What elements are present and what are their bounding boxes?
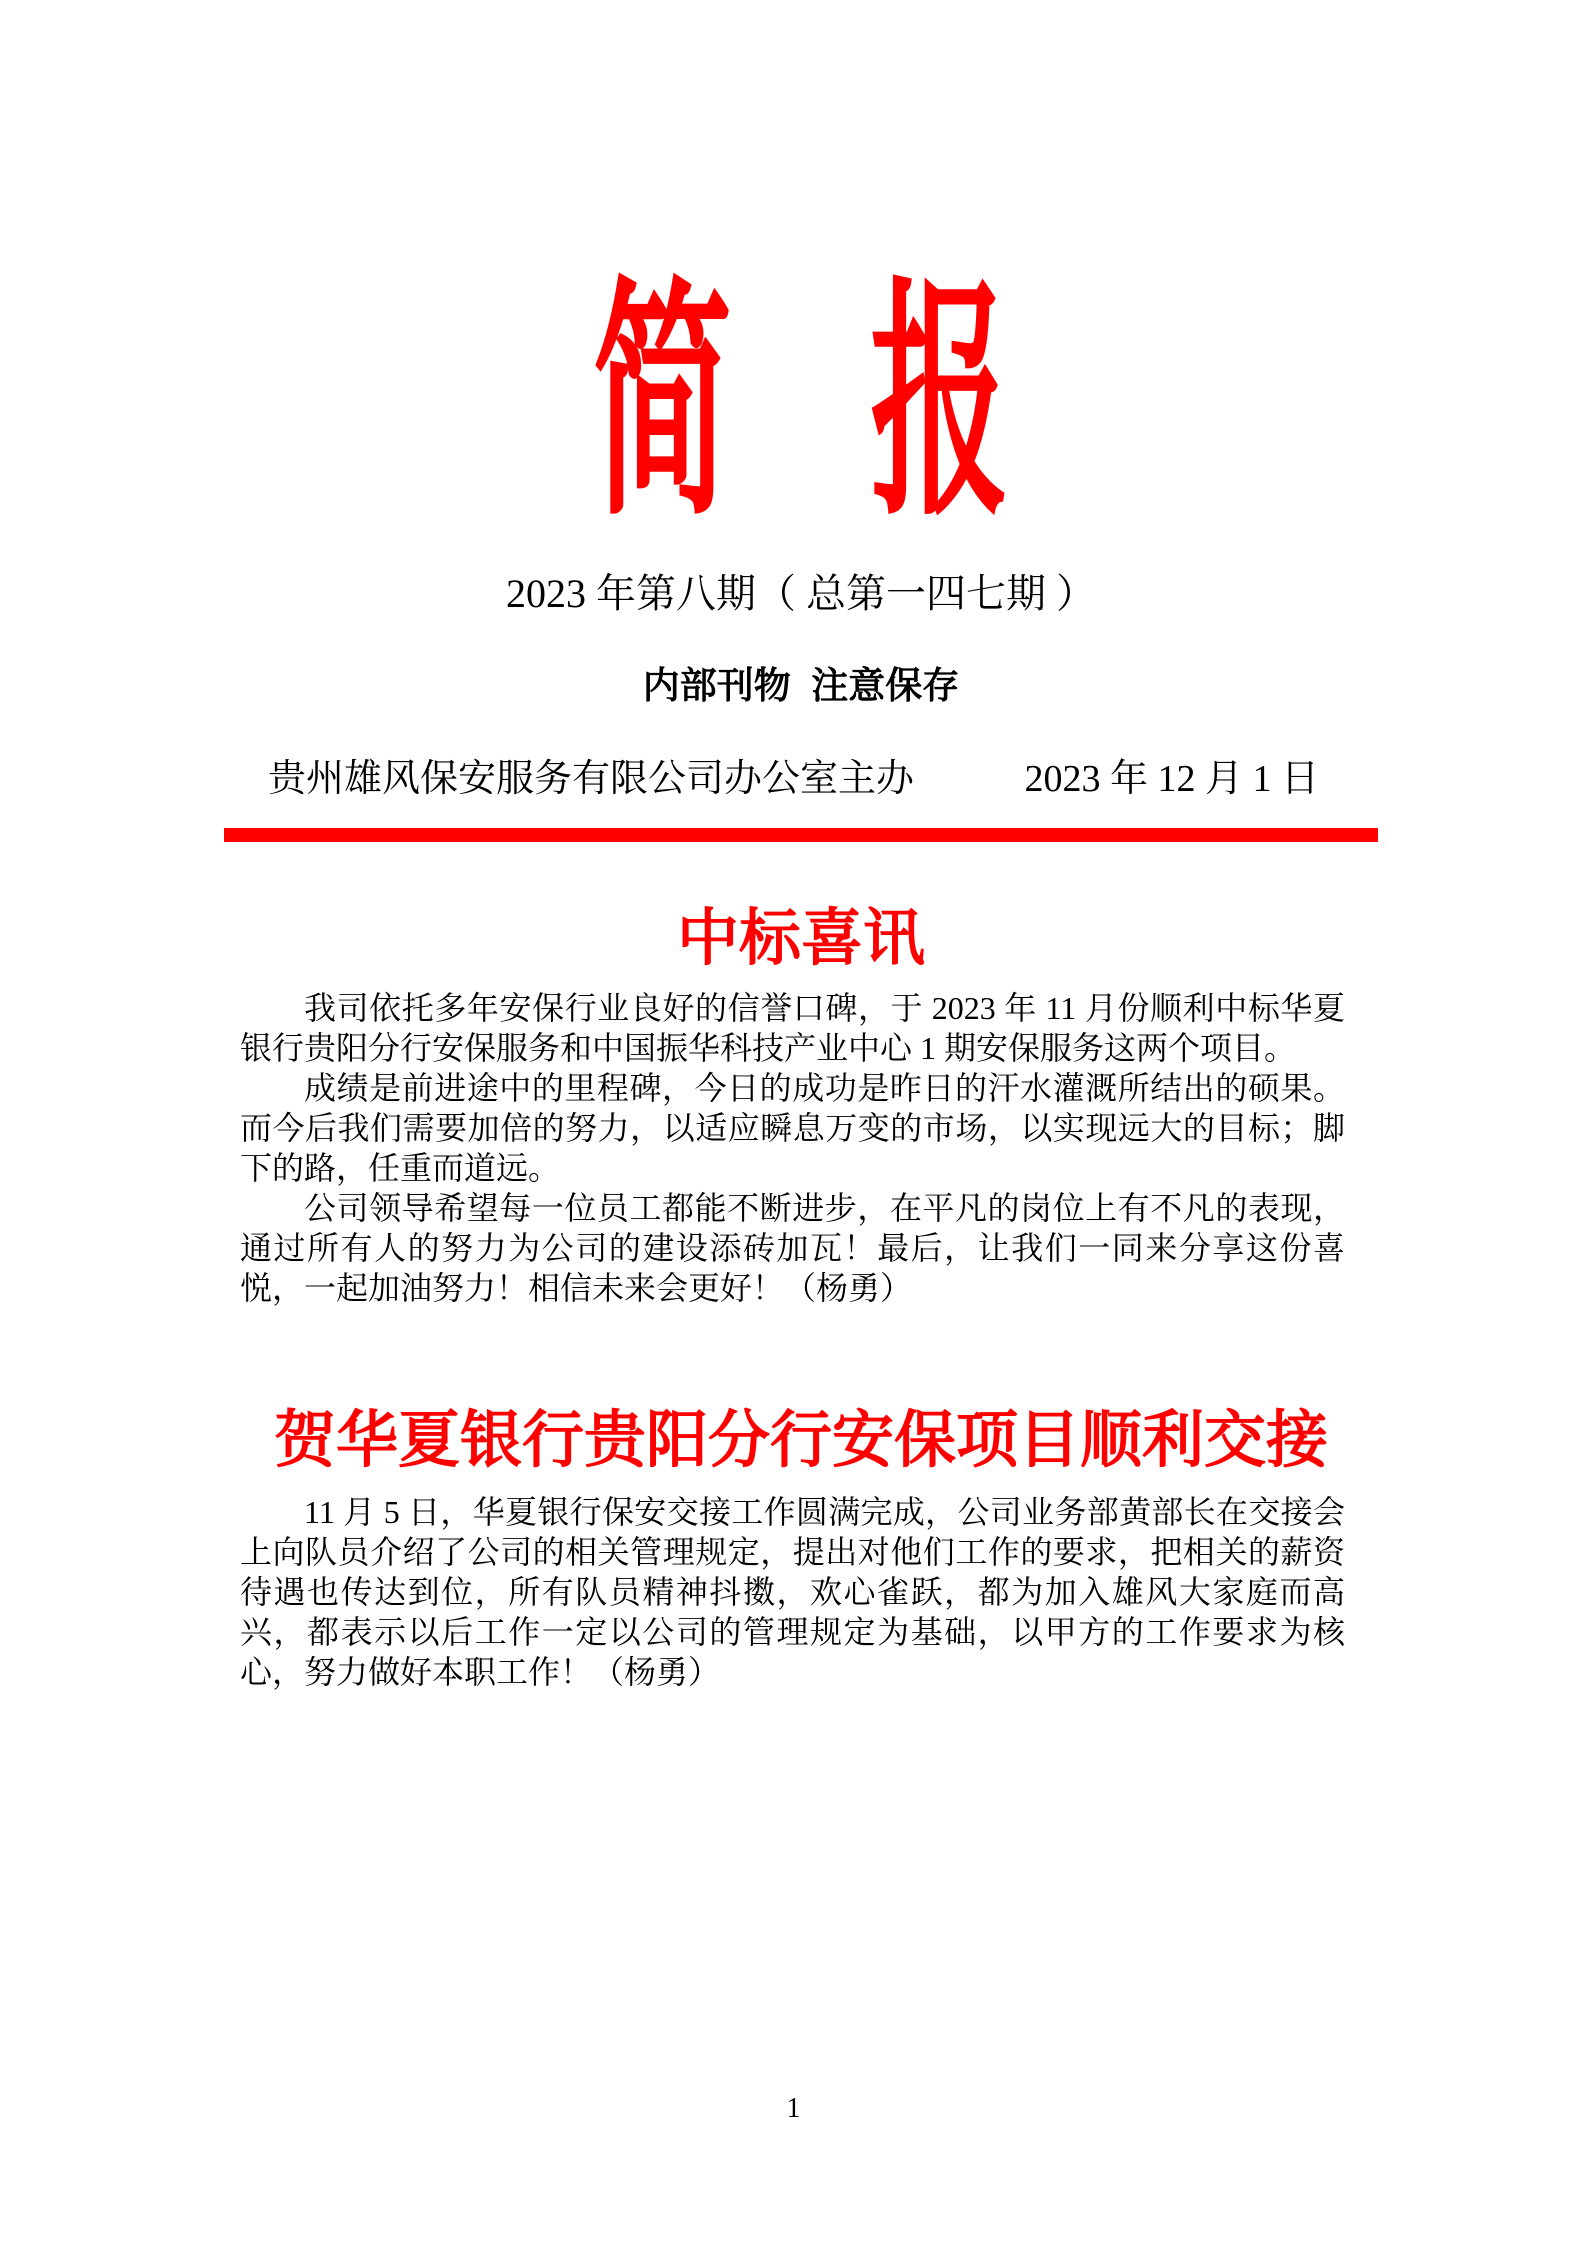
publisher-name: 贵州雄风保安服务有限公司办公室主办 [268,758,915,800]
page-number: 1 [786,2093,801,2124]
section-body-win-announcement [240,988,1345,1308]
page-content [0,265,1587,1692]
notice-line: 内部刊物 注意保存 [642,665,960,706]
paragraph: 我司依托多年安保行业良好的信誉口碑，于 2023 年 11 月份顺利中标华夏银行贵阳分行安保服务和中国振华科技产业中心 1 期安保服务这两个项目。 [240,990,1345,1066]
publisher-row [268,756,1319,802]
publication-date: 2023 年 12 月 1 日 [1024,758,1319,800]
masthead [224,265,1378,545]
paragraph: 11 月 5 日，华夏银行保安交接工作圆满完成，公司业务部黄部长在交接会上向队员介绍了公司的相关管理规定，提出对他们工作的要求，把相关的薪资待遇也传达到位，所有队员精神抖擞，欢心雀跃，都为加入雄风大家庭而高兴，都表示以后工作一定以公司的管理规定为基础，以甲方的工作要求为核心，努力做好本职工作！（杨勇） [240,1494,1345,1690]
masthead-title: 简 报 [593,265,1009,545]
paragraph: 成绩是前进途中的里程碑，今日的成功是昨日的汗水灌溉所结出的硕果。而今后我们需要加倍的努力，以适应瞬息万变的市场，以实现远大的目标；脚下的路，任重而道远。 [240,1070,1345,1186]
section-body-handover [240,1492,1345,1692]
paragraph: 公司领导希望每一位员工都能不断进步，在平凡的岗位上有不凡的表现，通过所有人的努力为公司的建设添砖加瓦！最后，让我们一同来分享这份喜悦，一起加油努力！相信未来会更好！（杨勇） [240,1190,1345,1306]
section-heading-handover: 贺华夏银行贵阳分行安保项目顺利交接 [273,1407,1328,1475]
red-divider-rule [224,828,1378,842]
issue-line: 2023 年第八期（ 总第一四七期 ） [506,571,1096,616]
section-heading-win-announcement: 中标喜讯 [676,905,925,973]
